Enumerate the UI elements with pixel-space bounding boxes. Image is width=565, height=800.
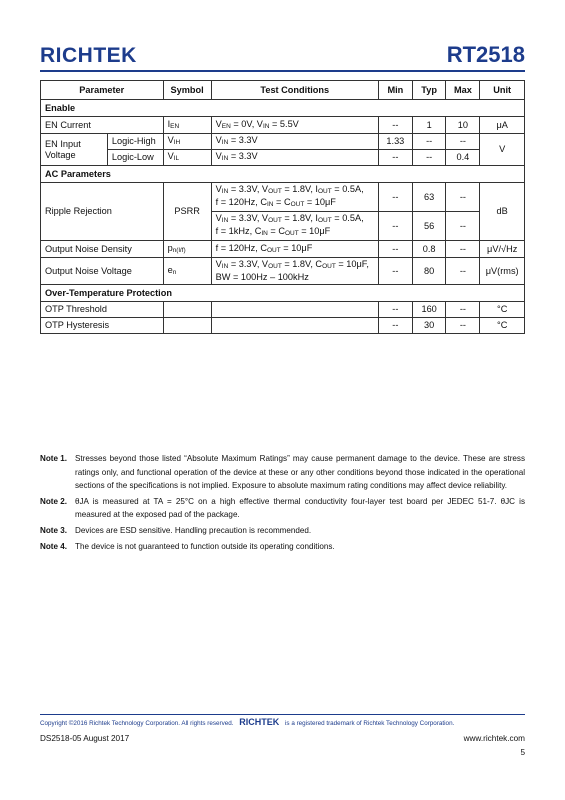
param-cell: Ripple Rejection bbox=[41, 183, 164, 241]
typ-cell: 56 bbox=[412, 212, 446, 241]
sub-param-cell: Logic-Low bbox=[107, 150, 163, 166]
param-cell: EN Input Voltage bbox=[41, 134, 108, 166]
max-cell: -- bbox=[446, 183, 480, 212]
symbol-cell: PSRR bbox=[163, 183, 211, 241]
unit-cell: μV(rms) bbox=[480, 258, 525, 285]
note-1 bbox=[40, 452, 525, 493]
note-3 bbox=[40, 524, 525, 538]
min-cell: 1.33 bbox=[378, 134, 412, 150]
section-title: Over-Temperature Protection bbox=[41, 285, 525, 302]
max-cell: -- bbox=[446, 212, 480, 241]
note-label: Note 1. bbox=[40, 454, 67, 463]
unit-cell: dB bbox=[480, 183, 525, 241]
conditions-cell: $V_{IN} = 3.3V$ bbox=[211, 134, 378, 150]
typ-cell: 63 bbox=[412, 183, 446, 212]
table-row bbox=[41, 150, 525, 166]
trademark-text: is a registered trademark of Richtek Technology Corporation. bbox=[285, 720, 455, 727]
symbol-cell: $V_{IL}$ bbox=[163, 150, 211, 166]
website-link[interactable]: www.richtek.com bbox=[463, 734, 525, 743]
typ-cell: 0.8 bbox=[412, 241, 446, 258]
table-row bbox=[41, 241, 525, 258]
unit-cell: V bbox=[480, 134, 525, 166]
section-row-ac bbox=[41, 166, 525, 183]
max-cell: -- bbox=[446, 258, 480, 285]
table-row bbox=[41, 258, 525, 285]
min-cell: -- bbox=[378, 150, 412, 166]
note-4 bbox=[40, 540, 525, 554]
symbol-cell: $V_{IH}$ bbox=[163, 134, 211, 150]
param-cell: OTP Hysteresis bbox=[41, 318, 164, 334]
section-row-enable bbox=[41, 100, 525, 117]
typ-cell: 30 bbox=[412, 318, 446, 334]
symbol-cell: $e_n$ bbox=[163, 258, 211, 285]
col-header-max: Max bbox=[446, 81, 480, 100]
typ-cell: 160 bbox=[412, 302, 446, 318]
param-cell: EN Current bbox=[41, 117, 164, 134]
symbol-cell bbox=[163, 302, 211, 318]
symbol-cell bbox=[163, 318, 211, 334]
note-label: Note 3. bbox=[40, 525, 67, 535]
sub-param-cell: Logic-High bbox=[107, 134, 163, 150]
copyright-text: Copyright ©2016 Richtek Technology Corporation. All rights reserved. bbox=[40, 720, 234, 727]
param-cell: Output Noise Voltage bbox=[41, 258, 164, 285]
min-cell: -- bbox=[378, 212, 412, 241]
conditions-cell bbox=[211, 302, 378, 318]
conditions-cell: $V_{IN} = 3.3V$, $V_{OUT} = 1.8V$, $I_{OUT} = 0.5A$, f = 120Hz, $C_{IN} = C_{OUT} = 10\mu F$ bbox=[211, 183, 378, 212]
part-number: RT2518 bbox=[446, 42, 525, 67]
note-text: The device is not guaranteed to function outside its operating conditions. bbox=[75, 541, 335, 551]
max-cell: -- bbox=[446, 302, 480, 318]
electrical-characteristics-table bbox=[40, 80, 525, 334]
conditions-cell: $V_{IN} = 3.3V$, $V_{OUT} = 1.8V$, $I_{OUT} = 0.5A$, f = 1kHz, $C_{IN} = C_{OUT} = 10\mu F$ bbox=[211, 212, 378, 241]
typ-cell: 80 bbox=[412, 258, 446, 285]
symbol-cell: $p_{n(l/f)}$ bbox=[163, 241, 211, 258]
max-cell: -- bbox=[446, 241, 480, 258]
conditions-cell bbox=[211, 318, 378, 334]
col-header-symbol: Symbol bbox=[163, 81, 211, 100]
note-text: Devices are ESD sensitive. Handling precaution is recommended. bbox=[75, 525, 312, 535]
min-cell: -- bbox=[378, 302, 412, 318]
col-header-min: Min bbox=[378, 81, 412, 100]
note-text: θJA is measured at TA = 25°C on a high effective thermal conductivity four-layer test board per JEDEC 51-7. θJC is measured at the exposed pad of the package. bbox=[75, 496, 525, 520]
richtek-logo: RICHTEK bbox=[40, 44, 137, 67]
col-header-unit: Unit bbox=[480, 81, 525, 100]
max-cell: 10 bbox=[446, 117, 480, 134]
document-id: DS2518-05 August 2017 bbox=[40, 734, 130, 743]
section-title: AC Parameters bbox=[41, 166, 525, 183]
table-row bbox=[41, 302, 525, 318]
note-text: Stresses beyond those listed “Absolute Maximum Ratings” may cause permanent damage to the device. These are stress ratings only, and functional operation of the device at these or any other conditions beyond those indicated in the operational sections of the specifications is not implied. Exposure to absolute maximum rating conditions may affect device reliability. bbox=[75, 454, 525, 491]
min-cell: -- bbox=[378, 241, 412, 258]
note-2 bbox=[40, 495, 525, 522]
col-header-conditions: Test Conditions bbox=[211, 81, 378, 100]
note-label: Note 2. bbox=[40, 496, 67, 506]
param-cell: OTP Threshold bbox=[41, 302, 164, 318]
table-row bbox=[41, 318, 525, 334]
max-cell: 0.4 bbox=[446, 150, 480, 166]
note-label: Note 4. bbox=[40, 541, 67, 551]
conditions-cell: $V_{IN} = 3.3V$ bbox=[211, 150, 378, 166]
table-row bbox=[41, 117, 525, 134]
footer-logo: RICHTEK bbox=[239, 717, 280, 727]
max-cell: -- bbox=[446, 318, 480, 334]
table-header-row bbox=[41, 81, 525, 100]
unit-cell: °C bbox=[480, 318, 525, 334]
min-cell: -- bbox=[378, 183, 412, 212]
table-row bbox=[41, 183, 525, 212]
header-divider bbox=[40, 70, 525, 72]
param-cell: Output Noise Density bbox=[41, 241, 164, 258]
notes-section bbox=[40, 452, 525, 555]
min-cell: -- bbox=[378, 318, 412, 334]
typ-cell: -- bbox=[412, 134, 446, 150]
symbol-cell: $I_{EN}$ bbox=[163, 117, 211, 134]
typ-cell: 1 bbox=[412, 117, 446, 134]
conditions-cell: $V_{EN} = 0V$, $V_{IN} = 5.5V$ bbox=[211, 117, 378, 134]
typ-cell: -- bbox=[412, 150, 446, 166]
min-cell: -- bbox=[378, 117, 412, 134]
section-title: Enable bbox=[41, 100, 525, 117]
conditions-cell: $V_{IN} = 3.3V$, $V_{OUT} = 1.8V$, $C_{OUT} = 10\mu F$, BW = 100Hz – 100kHz bbox=[211, 258, 378, 285]
unit-cell: μA bbox=[480, 117, 525, 134]
conditions-cell: f = 120Hz, $C_{OUT} = 10\mu F$ bbox=[211, 241, 378, 258]
unit-cell: °C bbox=[480, 302, 525, 318]
page-number: 5 bbox=[520, 748, 525, 757]
col-header-parameter: Parameter bbox=[41, 81, 164, 100]
col-header-typ: Typ bbox=[412, 81, 446, 100]
max-cell: -- bbox=[446, 134, 480, 150]
min-cell: -- bbox=[378, 258, 412, 285]
unit-cell: μV/√Hz bbox=[480, 241, 525, 258]
footer-divider bbox=[40, 714, 525, 715]
section-row-otp bbox=[41, 285, 525, 302]
copyright-line bbox=[40, 717, 454, 727]
table-row bbox=[41, 134, 525, 150]
